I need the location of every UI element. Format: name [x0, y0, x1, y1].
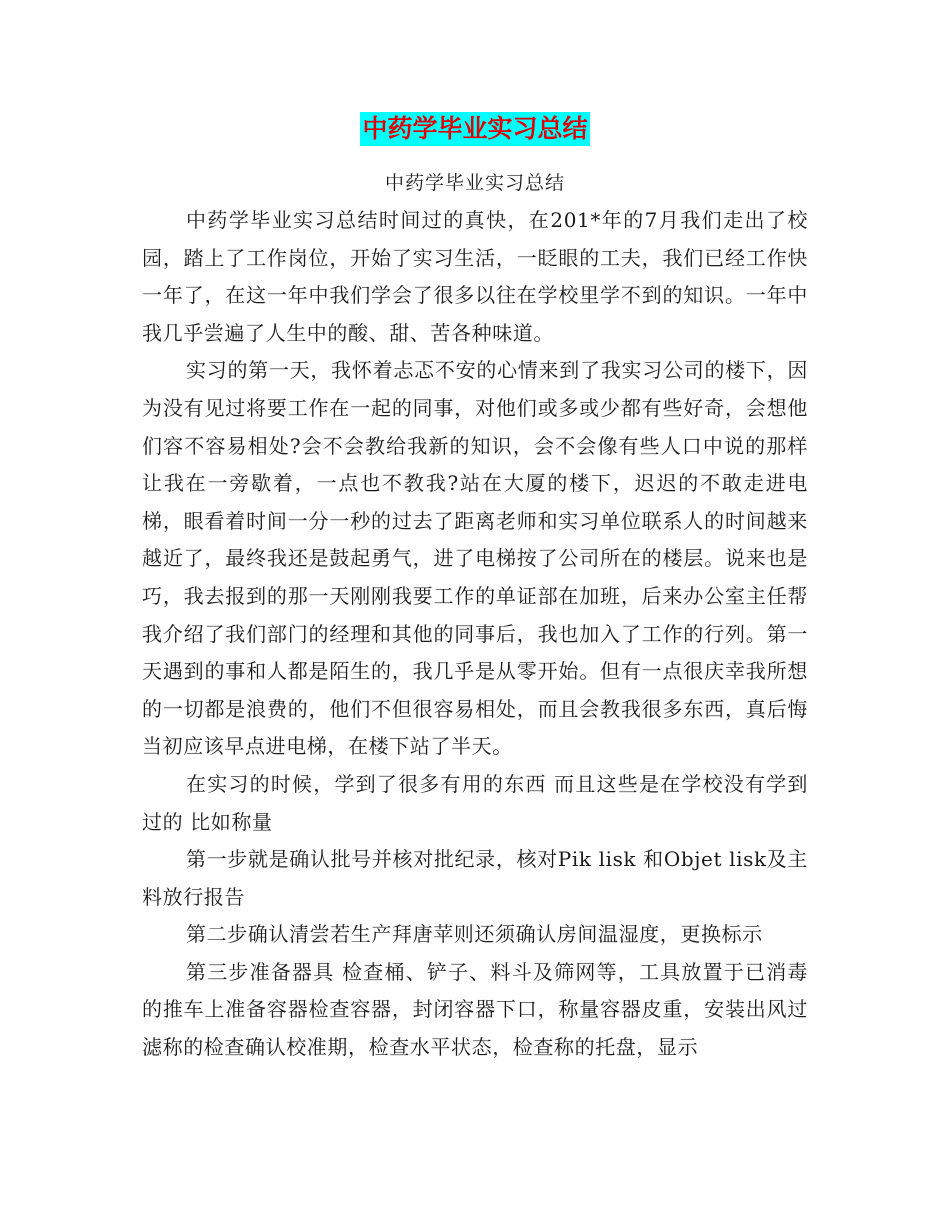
paragraph-step-two: 第二步确认清尝若生产拜唐苹则还须确认房间温湿度，更换标示 [186, 922, 763, 947]
document-subtitle: 中药学毕业实习总结 [384, 172, 565, 194]
paragraph-step-three: 第三步准备器具 检查桶、铲子、料斗及筛网等，工具放置于已消毒的推车上准备容器检查容器，封闭容器下口，称量容器皮重，安装出风过 滤称的检查确认校准期，检查水平状态，检查称的托盘，显示 [142, 959, 808, 1060]
document-title: 中药学毕业实习总结 [360, 112, 589, 146]
paragraph-learning: 在实习的时候，学到了很多有用的东西 而且这些是在学校没有学到过的 比如称量 [142, 771, 808, 834]
paragraph-intro: 中药学毕业实习总结时间过的真快，在201*年的7月我们走出了校园，踏上了工作岗位，开始了实习生活，一眨眼的工夫，我们已经工作快一年了，在这一年中我们学会了很多以往在学校里学不到的知识。一年中我几乎尝遍了人生中的酸、甜、苦各种味道。 [142, 208, 808, 345]
document-body [142, 202, 808, 1067]
title-area [0, 112, 950, 146]
paragraph-first-day: 实习的第一天，我怀着忐忑不安的心情来到了我实习公司的楼下，因为没有见过将要工作在一起的同事，对他们或多或少都有些好奇，会想他们容不容易相处?会不会教给我新的知识，会不会像有些人口中说的那样让我在一旁歇着，一点也不教我?站在大厦的楼下，迟迟的不敢走进电梯，眼看着时间一分一秒的过去了距离老师和实习单位联系人的时间越来越近了，最终我还是鼓起勇气，进了电梯按了公司所在的楼层。说来也是巧，我去报到的那一天刚刚我要工作的单证部在加班，后来办公室主任帮我介绍了我们部门的经理和其他的同事后，我也加入了工作的行列。第一天遇到的事和人都是陌生的，我几乎是从零开始。但有一点很庆幸我所想的一切都是浪费的，他们不但很容易相处，而且会教我很多东西，真后悔当初应该早点进电梯，在楼下站了半天。 [142, 358, 808, 759]
paragraph-step-one: 第一步就是确认批号并核对批纪录，核对Pik lisk 和Objet lisk及主料放行报告 [142, 847, 808, 909]
